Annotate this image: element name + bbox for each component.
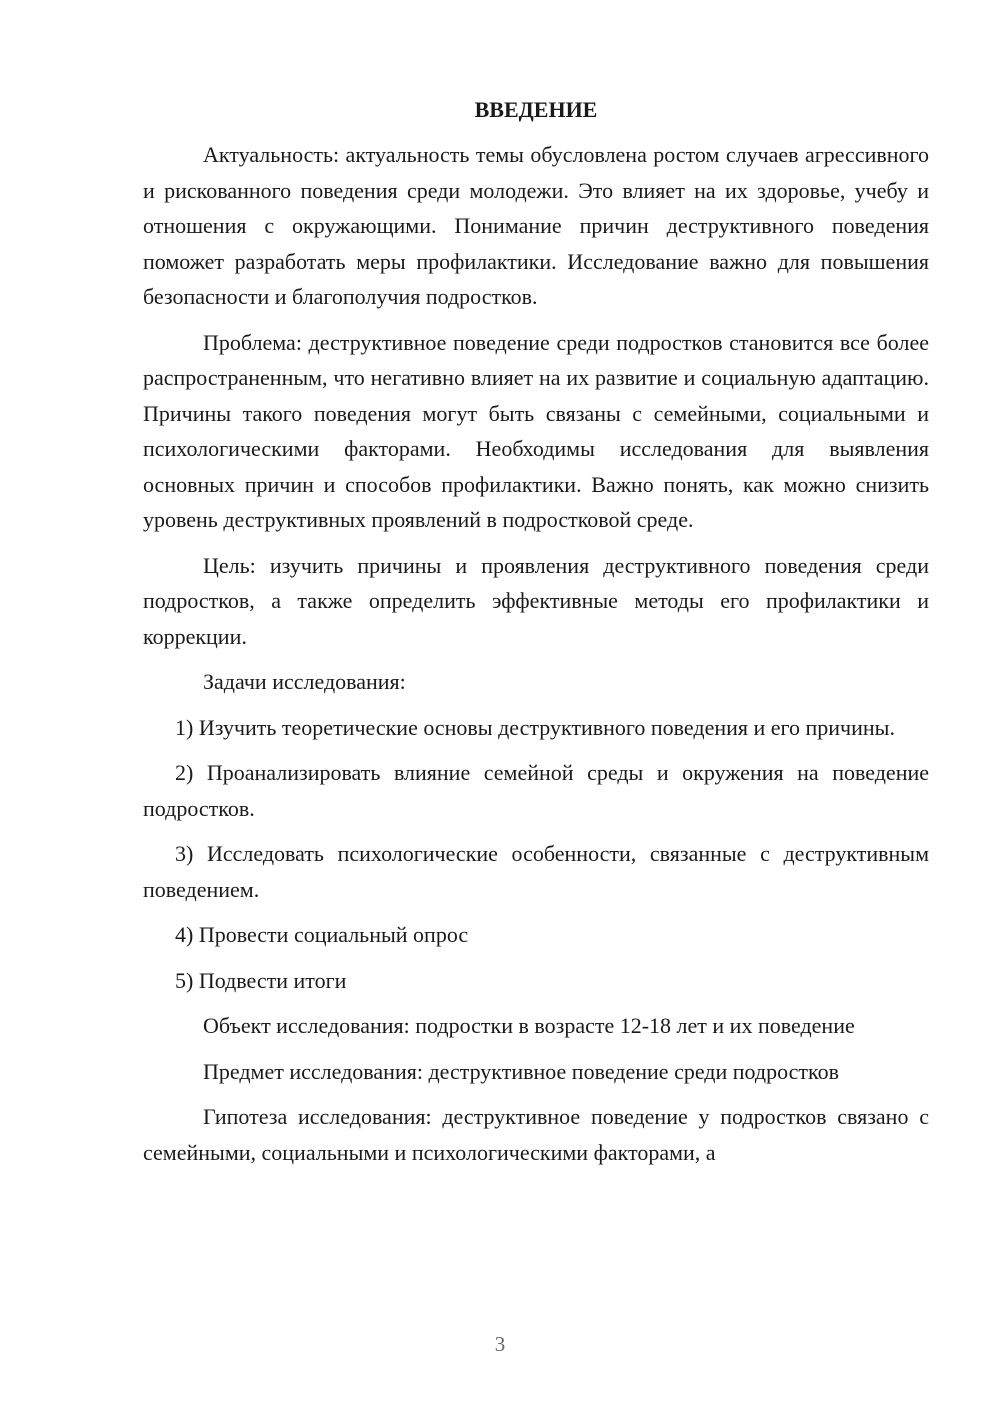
page-number: 3 <box>494 1332 506 1356</box>
object-paragraph: Объект исследования: подростки в возрасте 12-18 лет и их поведение <box>203 1013 855 1038</box>
section-title: ВВЕДЕНИЕ <box>474 97 598 122</box>
tasks-heading: Задачи исследования: <box>203 669 406 694</box>
task-item-3: 3) Исследовать психологические особенности, связанные с деструктивным поведением. <box>143 841 929 902</box>
subject-paragraph: Предмет исследования: деструктивное поведение среди подростков <box>203 1058 839 1084</box>
goal-paragraph: Цель: изучить причины и проявления деструктивного поведения среди подростков, а также определить эффективные методы его профилактики и коррекции. <box>143 552 929 649</box>
task-item-4: 4) Провести социальный опрос <box>175 922 469 947</box>
relevance-paragraph: Актуальность: актуальность темы обусловлена ростом случаев агрессивного и рискованного поведения среди молодежи. Это влияет на их здоровье, учебу и отношения с окружающими. Понимание причин деструктивного поведения поможет разработать меры профилактики. Исследование важно для повышения безопасности и благополучия подростков. <box>143 142 929 309</box>
hypothesis-paragraph: Гипотеза исследования: деструктивное поведение у подростков связано с семейными, социальными и психологическими факторами, а <box>143 1104 929 1165</box>
task-item-1: 1) Изучить теоретические основы деструктивного поведения и его причины. <box>175 714 895 740</box>
document-page <box>143 92 929 1180</box>
problem-paragraph: Проблема: деструктивное поведение среди подростков становится все более распространенным, что негативно влияет на их развитие и социальную адаптацию. Причины такого поведения могут быть связаны с семейными, социальными и психологическими факторами. Необходимы исследования для выявления основных причин и способов профилактики. Важно понять, как можно снизить уровень деструктивных проявлений в подростковой среде. <box>143 329 929 532</box>
task-item-5: 5) Подвести итоги <box>175 967 347 993</box>
task-item-2: 2) Проанализировать влияние семейной среды и окружения на поведение подростков. <box>143 760 929 821</box>
